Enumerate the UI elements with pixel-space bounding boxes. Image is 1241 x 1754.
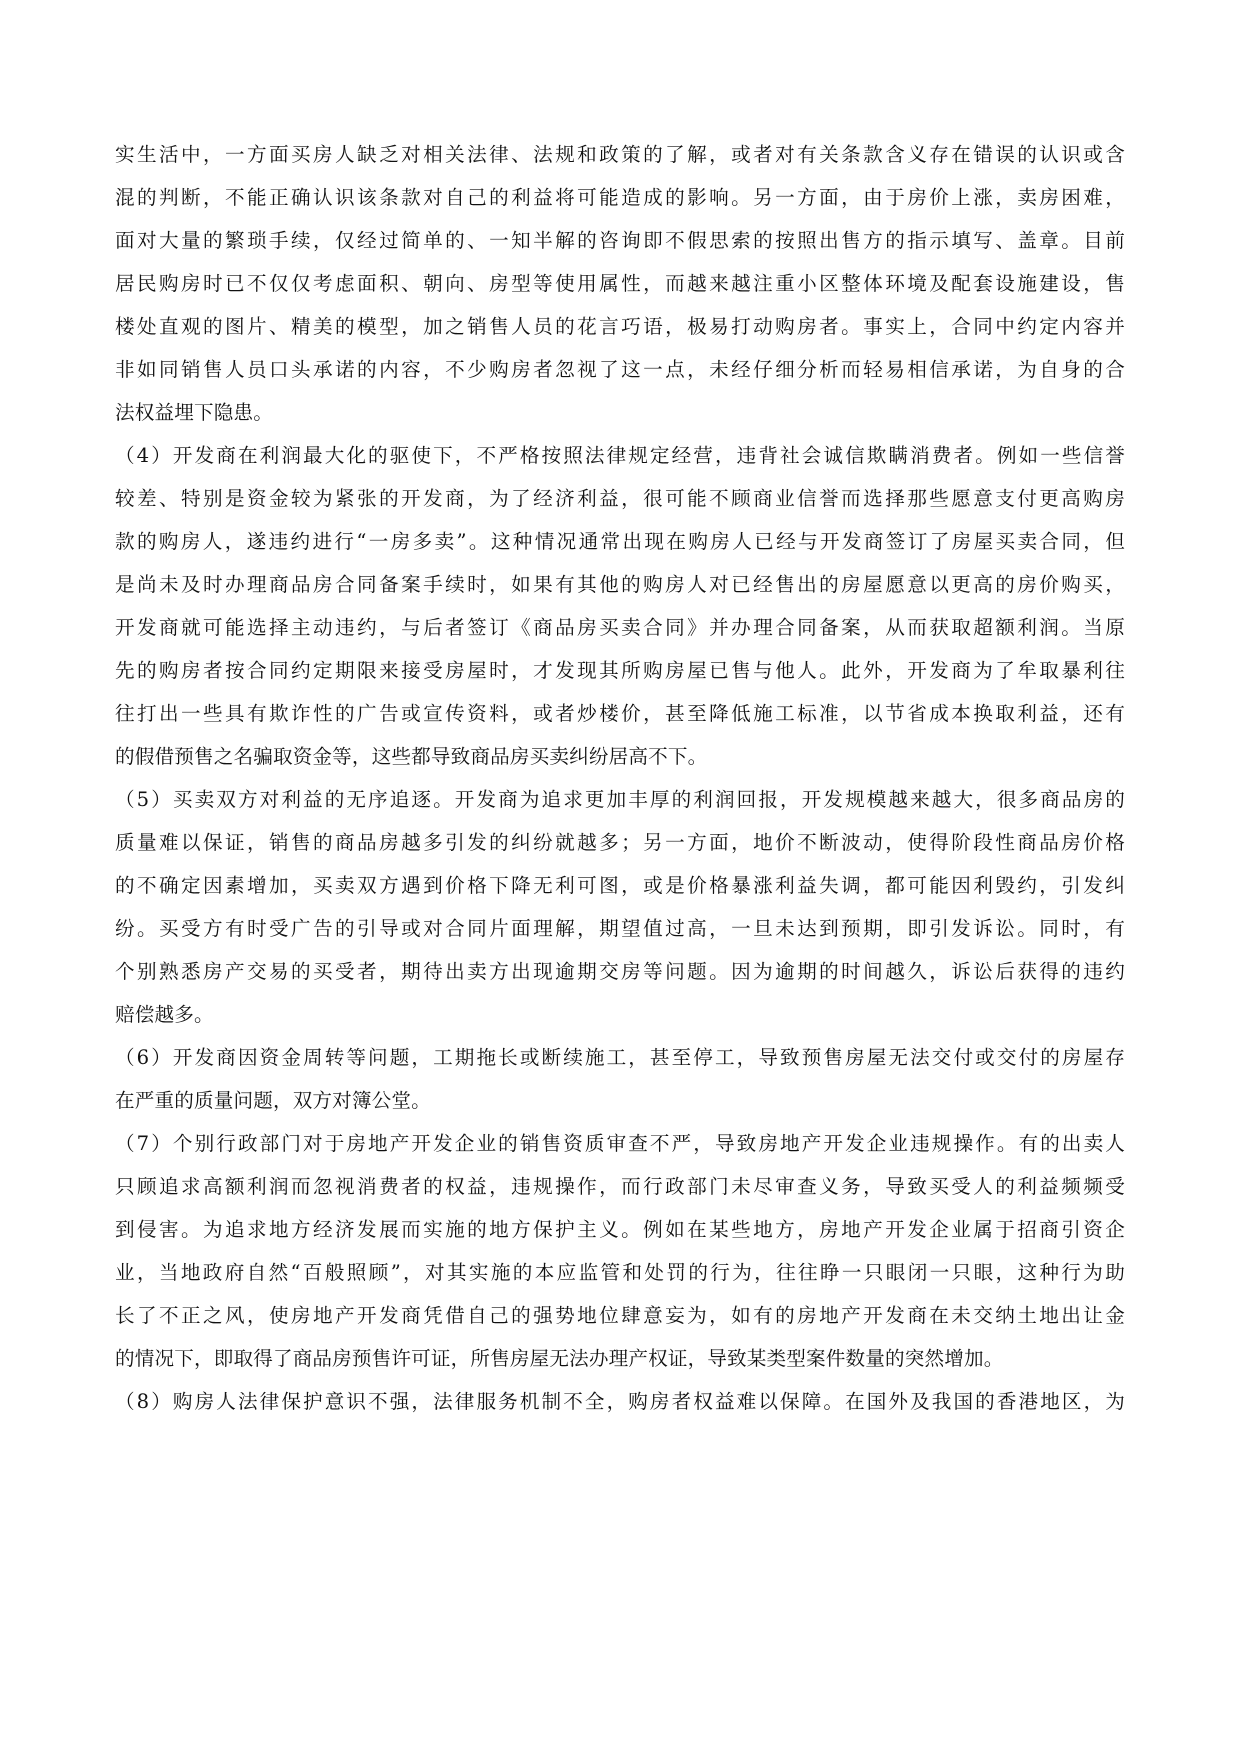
text-line: 较差、特别是资金较为紧张的开发商，为了经济利益，很可能不顾商业信誉而选择那些愿意支付更高购房: [115, 487, 1125, 510]
text-line: 款的购房人，遂违约进行“一房多卖”。这种情况通常出现在购房人已经与开发商签订了房屋买卖合同，但: [115, 530, 1125, 553]
text-line: 非如同销售人员口头承诺的内容，不少购房者忽视了这一点，未经仔细分析而轻易相信承诺，为自身的合: [115, 358, 1125, 381]
paragraph-start-line: （5）买卖双方对利益的无序追逐。开发商为追求更加丰厚的利润回报，开发规模越来越大，很多商品房的: [115, 788, 1125, 811]
text-line: 个别熟悉房产交易的买受者，期待出卖方出现逾期交房等问题。因为逾期的时间越久，诉讼后获得的违约: [115, 960, 1125, 983]
paragraph-start-line: （4）开发商在利润最大化的驱使下，不严格按照法律规定经营，违背社会诚信欺瞒消费者。例如一些信誉: [115, 444, 1125, 467]
text-line: 长了不正之风，使房地产开发商凭借自己的强势地位肆意妄为，如有的房地产开发商在未交纳土地出让金: [115, 1304, 1125, 1327]
text-line: 质量难以保证，销售的商品房越多引发的纠纷就越多；另一方面，地价不断波动，使得阶段性商品房价格: [115, 831, 1125, 854]
paragraph-start-line: （8）购房人法律保护意识不强，法律服务机制不全，购房者权益难以保障。在国外及我国的香港地区，为: [115, 1390, 1125, 1413]
paragraph-start-line: （6）开发商因资金周转等问题，工期拖长或断续施工，甚至停工，导致预售房屋无法交付或交付的房屋存: [115, 1046, 1125, 1069]
text-line: 楼处直观的图片、精美的模型，加之销售人员的花言巧语，极易打动购房者。事实上，合同中约定内容并: [115, 315, 1125, 338]
text-line: 面对大量的繁琐手续，仅经过简单的、一知半解的咨询即不假思索的按照出售方的指示填写、盖章。目前: [115, 229, 1125, 252]
text-line: 开发商就可能选择主动违约，与后者签订《商品房买卖合同》并办理合同备案，从而获取超额利润。当原: [115, 616, 1125, 639]
text-line: 的假借预售之名骗取资金等，这些都导致商品房买卖纠纷居高不下。: [115, 745, 708, 768]
text-line: 居民购房时已不仅仅考虑面积、朝向、房型等使用属性，而越来越注重小区整体环境及配套设施建设，售: [115, 272, 1125, 295]
text-line: 到侵害。为追求地方经济发展而实施的地方保护主义。例如在某些地方，房地产开发企业属于招商引资企: [115, 1218, 1125, 1241]
text-line: 赔偿越多。: [115, 1003, 214, 1026]
text-line: 是尚未及时办理商品房合同备案手续时，如果有其他的购房人对已经售出的房屋愿意以更高的房价购买，: [115, 573, 1125, 596]
text-line: 的情况下，即取得了商品房预售许可证，所售房屋无法办理产权证，导致某类型案件数量的突然增加。: [115, 1347, 1004, 1370]
text-line: 法权益埋下隐患。: [115, 401, 273, 424]
text-line: 先的购房者按合同约定期限来接受房屋时，才发现其所购房屋已售与他人。此外，开发商为了牟取暴利往: [115, 659, 1125, 682]
text-line: 在严重的质量问题，双方对簿公堂。: [115, 1089, 431, 1112]
text-line: 业，当地政府自然“百般照顾”，对其实施的本应监管和处罚的行为，往往睁一只眼闭一只眼，这种行为助: [115, 1261, 1125, 1284]
text-line: 实生活中，一方面买房人缺乏对相关法律、法规和政策的了解，或者对有关条款含义存在错误的认识或含: [115, 143, 1125, 166]
text-line: 的不确定因素增加，买卖双方遇到价格下降无利可图，或是价格暴涨利益失调，都可能因利毁约，引发纠: [115, 874, 1125, 897]
text-line: 往打出一些具有欺诈性的广告或宣传资料，或者炒楼价，甚至降低施工标准，以节省成本换取利益，还有: [115, 702, 1125, 725]
paragraph-start-line: （7）个别行政部门对于房地产开发企业的销售资质审查不严，导致房地产开发企业违规操作。有的出卖人: [115, 1132, 1125, 1155]
text-line: 纷。买受方有时受广告的引导或对合同片面理解，期望值过高，一旦未达到预期，即引发诉讼。同时，有: [115, 917, 1125, 940]
text-line: 混的判断，不能正确认识该条款对自己的利益将可能造成的影响。另一方面，由于房价上涨，卖房困难，: [115, 186, 1125, 209]
text-line: 只顾追求高额利润而忽视消费者的权益，违规操作，而行政部门未尽审查义务，导致买受人的利益频频受: [115, 1175, 1125, 1198]
